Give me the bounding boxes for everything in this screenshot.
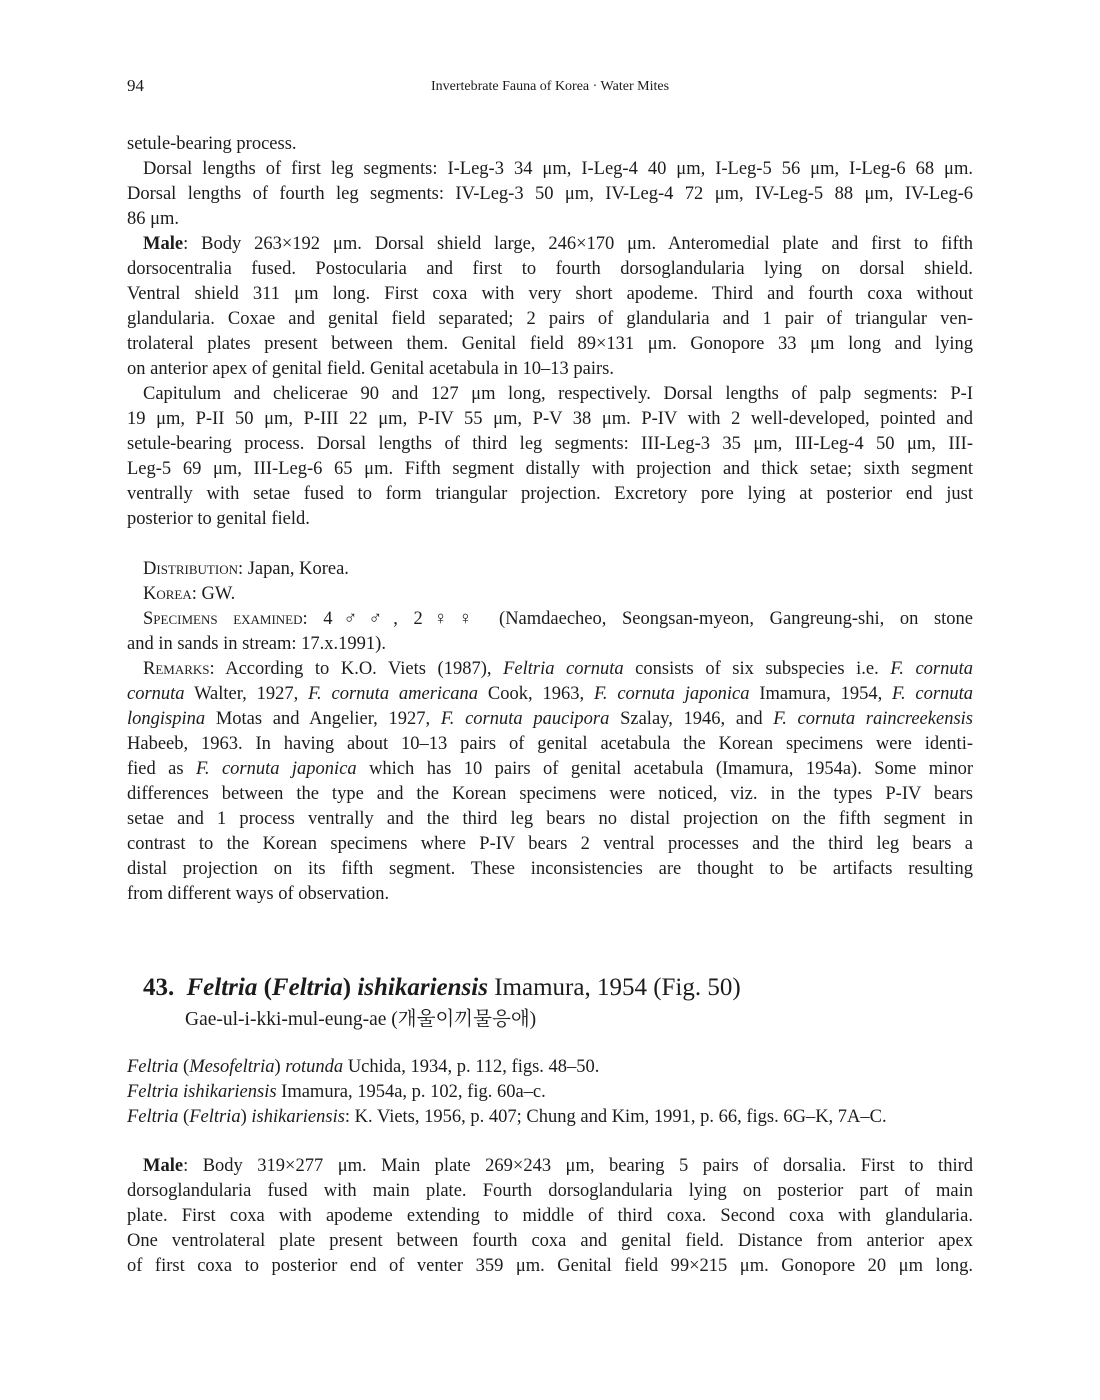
taxon-name: F. cornuta japonica	[593, 684, 750, 704]
continued-species-account	[127, 132, 973, 532]
text-line: Capitulum and chelicerae 90 and 127 μm long, respectively. Dorsal lengths of palp segments: P-I	[143, 384, 973, 404]
section-label: Specimens examined	[143, 609, 303, 629]
figure-reference: (Fig. 50)	[653, 974, 741, 1001]
text-line: ventrally with setae fused to form triangular projection. Excretory pore lying at posterior end just	[127, 484, 973, 504]
subgenus-name: Feltria	[271, 974, 343, 1001]
taxon-name: ishikariensis	[251, 1107, 345, 1127]
taxon-name: Feltria	[127, 1057, 179, 1077]
text-run: : GW.	[191, 584, 236, 604]
species-notes	[127, 557, 973, 907]
page-number: 94	[127, 76, 144, 95]
text-run: : 4♂♂, 2♀♀ (Namdaecheo, Seongsan-myeon, Gangreung-shi, on stone	[302, 609, 973, 629]
male-description	[127, 1154, 973, 1279]
vernacular-name	[185, 1007, 536, 1033]
taxon-name: rotunda	[285, 1057, 344, 1077]
section-label: Korea	[143, 584, 192, 604]
text-run: Walter, 1927,	[184, 684, 309, 704]
text-line: setule-bearing process.	[127, 134, 297, 154]
taxon-name: F. cornuta americana	[308, 684, 479, 704]
text-line: of first coxa to posterior end of venter 359 μm. Genital field 99×215 μm. Gonopore 20 μm long.	[127, 1256, 973, 1276]
citation: Uchida, 1934, p. 112, figs. 48–50.	[343, 1057, 600, 1077]
taxon-name: F. cornuta	[892, 684, 973, 704]
text-run: : According to K.O. Viets (1987),	[209, 659, 504, 679]
text-line: on anterior apex of genital field. Genital acetabula in 10–13 pairs.	[127, 359, 614, 379]
text-run: fied as	[127, 759, 196, 779]
citation: Imamura, 1954a, p. 102, fig. 60a–c.	[276, 1082, 546, 1102]
text-line	[127, 682, 973, 707]
text-line: glandularia. Coxae and genital field separated; 2 pairs of glandularia and 1 pair of triangular ven-	[127, 309, 973, 329]
synonymy-list	[127, 1055, 973, 1130]
text-run: Cook, 1963,	[478, 684, 594, 704]
text-run: : Body 263×192 μm. Dorsal shield large, 246×170 μm. Anteromedial plate and first to fifth	[183, 234, 973, 254]
text-run: (	[178, 1107, 190, 1127]
text-line	[127, 707, 973, 732]
taxon-name: longispina	[127, 709, 206, 729]
synonymy-entry	[127, 1080, 973, 1105]
text-line: Ventral shield 311 μm long. First coxa with very short apodeme. Third and fourth coxa without	[127, 284, 973, 304]
text-line: posterior to genital field.	[127, 509, 310, 529]
text-line: dorsocentralia fused. Postocularia and first to fourth dorsoglandularia lying on dorsal shield.	[127, 259, 973, 279]
text-line: contrast to the Korean specimens where P-IV bears 2 ventral processes and the third leg bears a	[127, 834, 973, 854]
text-run: (	[178, 1057, 190, 1077]
text-line: Dorsal lengths of first leg segments: I-Leg-3 34 μm, I-Leg-4 40 μm, I-Leg-5 56 μm, I-Leg-6 68 μm.	[143, 159, 973, 179]
remarks-line	[127, 657, 973, 682]
distribution-line	[127, 557, 973, 582]
text-line: Leg-5 69 μm, III-Leg-6 65 μm. Fifth segment distally with projection and thick setae; sixth segment	[127, 459, 973, 479]
specimens-line	[127, 607, 973, 632]
text-run: Motas and Angelier, 1927,	[205, 709, 441, 729]
species-number: 43.	[143, 974, 175, 1001]
citation: : K. Viets, 1956, p. 407; Chung and Kim, 1991, p. 66, figs. 6G–K, 7A–C.	[344, 1107, 887, 1127]
text-line	[127, 1154, 973, 1179]
taxon-name: F. cornuta japonica	[196, 759, 357, 779]
section-label: Distribution	[143, 559, 238, 579]
text-line: setule-bearing process. Dorsal lengths of third leg segments: III-Leg-3 35 μm, III-Leg-4 50 μm, III-	[127, 434, 973, 454]
text-line	[127, 232, 973, 257]
korea-line	[127, 582, 973, 607]
taxon-name: Feltria ishikariensis	[127, 1082, 277, 1102]
species-epithet: ishikariensis	[357, 974, 488, 1001]
paren-open: (	[263, 974, 272, 1001]
male-label: Male	[143, 1156, 184, 1176]
text-run: Szalay, 1946, and	[609, 709, 774, 729]
text-line: 19 μm, P-II 50 μm, P-III 22 μm, P-IV 55 μm, P-V 38 μm. P-IV with 2 well-developed, pointed and	[127, 409, 973, 429]
text-line: trolateral plates present between them. Genital field 89×131 μm. Gonopore 33 μm long and lying	[127, 334, 973, 354]
synonymy-entry	[127, 1105, 973, 1130]
vernacular-romanized: Gae-ul-i-kki-mul-eung-ae	[185, 1009, 387, 1030]
taxon-name: Feltria cornuta	[503, 659, 624, 679]
text-run: : Body 319×277 μm. Main plate 269×243 μm, bearing 5 pairs of dorsalia. First to third	[183, 1156, 973, 1176]
text-line	[127, 757, 973, 782]
text-line: 86 μm.	[127, 209, 180, 229]
paren-close: )	[342, 974, 352, 1001]
species-author-year: Imamura, 1954	[494, 974, 647, 1001]
species-heading	[143, 972, 741, 1004]
text-line: distal projection on its fifth segment. These inconsistencies are thought to be artifacts resulting	[127, 859, 973, 879]
text-line: dorsoglandularia fused with main plate. Fourth dorsoglandularia lying on posterior part of main	[127, 1181, 973, 1201]
text-run: )	[274, 1057, 286, 1077]
text-line: Dorsal lengths of fourth leg segments: IV-Leg-3 50 μm, IV-Leg-4 72 μm, IV-Leg-5 88 μm, IV-Leg-6	[127, 184, 973, 204]
text-run: consists of six subspecies i.e.	[623, 659, 891, 679]
text-run: : Japan, Korea.	[237, 559, 349, 579]
text-run: )	[240, 1107, 252, 1127]
text-line: and in sands in stream: 17.x.1991).	[127, 634, 386, 654]
genus-name: Feltria	[186, 974, 258, 1001]
synonymy-entry	[127, 1055, 973, 1080]
text-line: differences between the type and the Korean specimens were noticed, viz. in the types P-IV bears	[127, 784, 973, 804]
taxon-name: F. cornuta raincreekensis	[773, 709, 973, 729]
taxon-name: Mesofeltria	[189, 1057, 275, 1077]
text-run: which has 10 pairs of genital acetabula (Imamura, 1954a). Some minor	[356, 759, 973, 779]
taxon-name: F. cornuta	[890, 659, 974, 679]
vernacular-korean: (개울이끼물응애)	[391, 1009, 537, 1030]
running-header: Invertebrate Fauna of Korea · Water Mites	[430, 79, 670, 94]
text-line: setae and 1 process ventrally and the third leg bears no distal projection on the fifth segment in	[127, 809, 973, 829]
text-line: from different ways of observation.	[127, 884, 390, 904]
text-line: plate. First coxa with apodeme extending to middle of third coxa. Second coxa with glandularia.	[127, 1206, 973, 1226]
section-label: Remarks	[143, 659, 210, 679]
taxon-name: Feltria	[127, 1107, 179, 1127]
text-line: One ventrolateral plate present between fourth coxa and genital field. Distance from anterior apex	[127, 1231, 973, 1251]
taxon-name: F. cornuta paucipora	[440, 709, 610, 729]
taxon-name: cornuta	[127, 684, 185, 704]
male-label: Male	[143, 234, 184, 254]
text-run: Imamura, 1954,	[749, 684, 893, 704]
taxon-name: Feltria	[189, 1107, 241, 1127]
text-line: Habeeb, 1963. In having about 10–13 pairs of genital acetabula the Korean specimens were identi-	[127, 734, 973, 754]
